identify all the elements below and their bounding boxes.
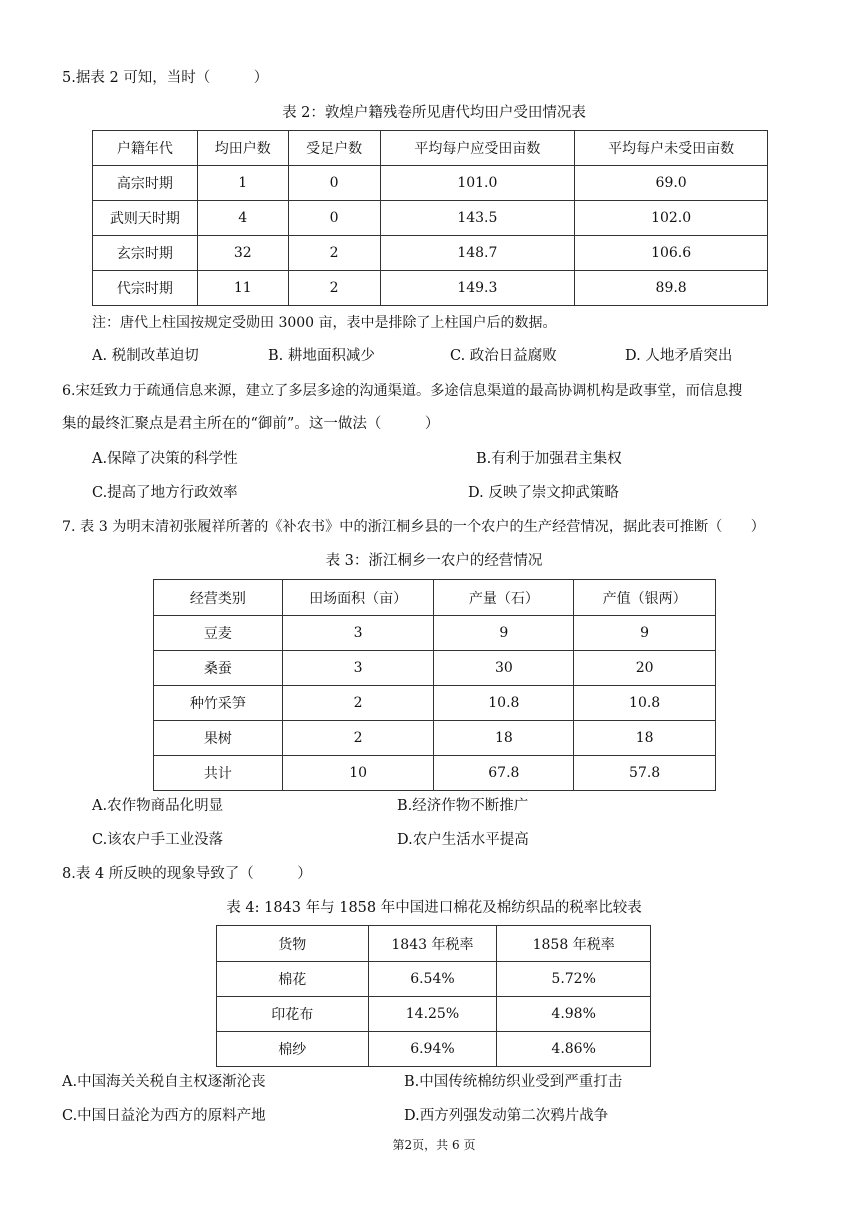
table-row [217,997,651,1032]
table-row [217,1032,651,1067]
table2-header: 平均每户应受田亩数 [380,131,575,166]
table2-caption: 表 2：敦煌户籍残卷所见唐代均田户受田情况表 [282,105,586,121]
table-cell: 106.6 [575,236,768,271]
table-cell: 10.8 [434,686,574,721]
table3-header-row [154,580,716,616]
table4-header: 货物 [217,926,369,962]
table-row [93,201,768,236]
table-cell: 棉纱 [217,1032,369,1067]
table-cell: 20 [574,651,716,686]
table-cell: 4.98% [497,997,651,1032]
table-cell: 2 [288,236,380,271]
table-cell: 11 [197,271,288,306]
table3-caption: 表 3：浙江桐乡一农户的经营情况 [325,553,543,569]
table2-note: 注：唐代上柱国按规定受勋田 3000 亩，表中是排除了上柱国户后的数据。 [92,315,557,331]
q7-stem: 7. 表 3 为明末清初张履祥所著的《补农书》中的浙江桐乡县的一个农户的生产经营情况，据此表可推断（ ） [62,519,765,535]
table3-header: 经营类别 [154,580,283,616]
table2-header: 户籍年代 [93,131,198,166]
table-cell: 印花布 [217,997,369,1032]
table2 [92,130,768,306]
table-cell: 棉花 [217,962,369,997]
table-row [93,271,768,306]
q5-stem: 5.据表 2 可知，当时（ ） [62,70,269,86]
table-row [93,236,768,271]
table-cell: 2 [282,686,434,721]
table3 [153,579,716,791]
table3-header: 田场面积（亩） [282,580,434,616]
table-cell: 5.72% [497,962,651,997]
table-cell: 4 [197,201,288,236]
table-cell: 桑蚕 [154,651,283,686]
q5-option-c: C. 政治日益腐败 [450,348,557,364]
table-row [93,166,768,201]
table-cell: 67.8 [434,756,574,791]
table-cell: 18 [574,721,716,756]
table4-header-row [217,926,651,962]
q6-stem-line2: 集的最终汇聚点是君主所在的“御前”。这一做法（ ） [62,416,440,432]
table-cell: 10 [282,756,434,791]
table-cell: 0 [288,201,380,236]
table4-header: 1843 年税率 [368,926,497,962]
table-cell: 武则天时期 [93,201,198,236]
q6-option-a: A.保障了决策的科学性 [92,451,238,467]
q7-option-a: A.农作物商品化明显 [92,798,224,814]
q6-option-c: C.提高了地方行政效率 [92,485,238,501]
table3-header: 产值（银两） [574,580,716,616]
table-cell: 149.3 [380,271,575,306]
table-cell: 30 [434,651,574,686]
table2-header-row [93,131,768,166]
q6-option-d: D. 反映了崇文抑武策略 [468,485,619,501]
page-footer: 第2页，共 6 页 [392,1138,476,1152]
q8-stem: 8.表 4 所反映的现象导致了（ ） [62,866,312,882]
q5-option-b: B. 耕地面积减少 [268,348,375,364]
table-row [217,962,651,997]
q5-option-d: D. 人地矛盾突出 [625,348,733,364]
table-cell: 18 [434,721,574,756]
table-cell: 9 [434,616,574,651]
table-cell: 148.7 [380,236,575,271]
q6-stem-line1: 6.宋廷致力于疏通信息来源，建立了多层多途的沟通渠道。多途信息渠道的最高协调机构是政事堂，而信息搜 [62,383,743,399]
table-row [154,686,716,721]
q7-option-c: C.该农户手工业没落 [92,832,224,848]
table4 [216,925,651,1067]
q8-option-c: C.中国日益沦为西方的原料产地 [62,1108,266,1124]
table3-header: 产量（石） [434,580,574,616]
q6-option-b: B.有利于加强君主集权 [476,451,622,467]
table-cell: 14.25% [368,997,497,1032]
table-cell: 6.54% [368,962,497,997]
table-cell: 2 [288,271,380,306]
table-cell: 豆麦 [154,616,283,651]
table-cell: 1 [197,166,288,201]
q8-option-d: D.西方列强发动第二次鸦片战争 [404,1108,609,1124]
table-cell: 种竹采笋 [154,686,283,721]
table-cell: 果树 [154,721,283,756]
q8-option-a: A.中国海关关税自主权逐渐沦丧 [62,1074,266,1090]
table-cell: 代宗时期 [93,271,198,306]
table-cell: 57.8 [574,756,716,791]
table4-header: 1858 年税率 [497,926,651,962]
table-cell: 101.0 [380,166,575,201]
table-cell: 10.8 [574,686,716,721]
q7-option-b: B.经济作物不断推广 [397,798,529,814]
table-cell: 共计 [154,756,283,791]
table-row [154,756,716,791]
table4-caption: 表 4: 1843 年与 1858 年中国进口棉花及棉纺织品的税率比较表 [226,900,642,916]
table-cell: 32 [197,236,288,271]
table-cell: 3 [282,651,434,686]
table-cell: 9 [574,616,716,651]
q8-option-b: B.中国传统棉纺织业受到严重打击 [404,1074,623,1090]
table-row [154,651,716,686]
table-cell: 143.5 [380,201,575,236]
table2-header: 受足户数 [288,131,380,166]
table2-header: 均田户数 [197,131,288,166]
table-row [154,616,716,651]
table2-header: 平均每户未受田亩数 [575,131,768,166]
table-cell: 高宗时期 [93,166,198,201]
table-cell: 3 [282,616,434,651]
table-row [154,721,716,756]
table-cell: 2 [282,721,434,756]
table-cell: 6.94% [368,1032,497,1067]
table-cell: 102.0 [575,201,768,236]
q5-option-a: A. 税制改革迫切 [92,348,199,364]
table-cell: 4.86% [497,1032,651,1067]
table-cell: 0 [288,166,380,201]
table-cell: 玄宗时期 [93,236,198,271]
q7-option-d: D.农户生活水平提高 [397,832,529,848]
table-cell: 89.8 [575,271,768,306]
table-cell: 69.0 [575,166,768,201]
